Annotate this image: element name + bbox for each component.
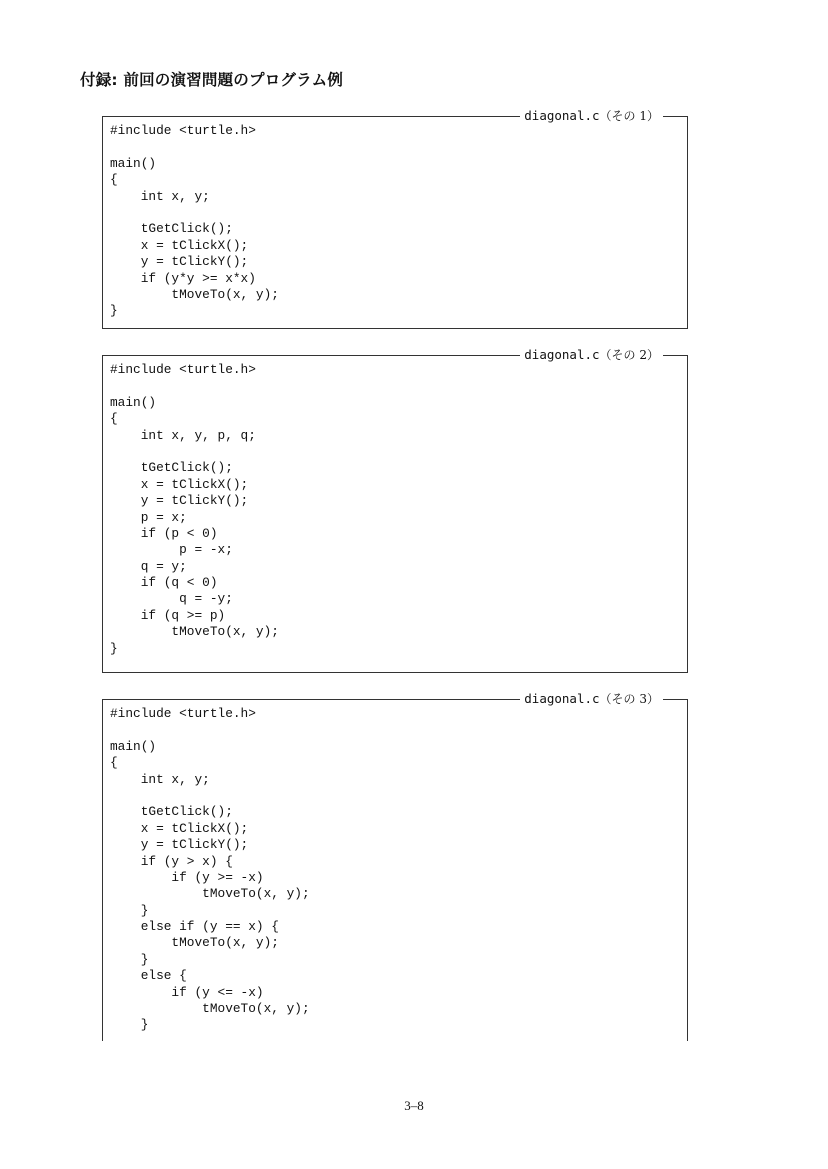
code-line: tMoveTo(x, y); (110, 624, 279, 640)
code-line: int x, y; (110, 188, 210, 204)
code-line: if (p < 0) (110, 525, 218, 541)
code-lines (110, 362, 279, 657)
code-line: int x, y, p, q; (110, 427, 256, 443)
code-line: y = tClickY(); (110, 493, 249, 509)
code-line: tGetClick(); (110, 804, 233, 820)
code-line: } (110, 951, 149, 967)
code-line: } (110, 1017, 149, 1033)
code-line: x = tClickX(); (110, 237, 249, 253)
code-line: { (110, 172, 118, 188)
code-lines (110, 123, 279, 320)
caption-filename: diagonal.c (524, 347, 600, 362)
code-line: if (y > x) { (110, 853, 233, 869)
code-listing-1 (102, 108, 688, 329)
code-line (110, 444, 279, 460)
code-line: tGetClick(); (110, 460, 233, 476)
listing-caption (520, 107, 663, 125)
page-heading: 付録: 前回の演習問題のプログラム例 (80, 71, 344, 89)
code-line: } (110, 303, 118, 319)
code-line: x = tClickX(); (110, 476, 249, 492)
code-line: tMoveTo(x, y); (110, 886, 310, 902)
caption-note: （その 1） (599, 109, 659, 123)
code-line: tMoveTo(x, y); (110, 935, 279, 951)
code-line: } (110, 640, 118, 656)
code-line (110, 722, 310, 738)
code-line: if (y <= -x) (110, 984, 264, 1000)
code-line: p = x; (110, 509, 187, 525)
code-line (110, 378, 279, 394)
code-line: if (q >= p) (110, 607, 226, 623)
code-line: if (q < 0) (110, 575, 218, 591)
code-line: y = tClickY(); (110, 254, 249, 270)
code-line: tGetClick(); (110, 221, 233, 237)
code-line: main() (110, 155, 157, 171)
code-line: x = tClickX(); (110, 820, 249, 836)
code-line: y = tClickY(); (110, 837, 249, 853)
code-line: { (110, 755, 118, 771)
code-line: #include <turtle.h> (110, 123, 256, 138)
code-line (110, 788, 310, 804)
code-line: } (110, 902, 149, 918)
code-line: main() (110, 738, 157, 754)
code-line: if (y*y >= x*x) (110, 270, 256, 286)
code-line: tMoveTo(x, y); (110, 1001, 310, 1017)
code-line: #include <turtle.h> (110, 362, 256, 377)
listing-caption (520, 690, 663, 708)
listing-caption (520, 346, 663, 364)
code-listing-3 (102, 691, 688, 1041)
code-line: { (110, 411, 118, 427)
code-line (110, 205, 279, 221)
code-line: int x, y; (110, 771, 210, 787)
caption-filename: diagonal.c (524, 108, 600, 123)
code-listing-2 (102, 347, 688, 673)
code-lines (110, 706, 310, 1034)
code-line: main() (110, 394, 157, 410)
code-line: q = -y; (110, 591, 233, 607)
caption-note: （その 2） (599, 348, 659, 362)
caption-note: （その 3） (599, 692, 659, 706)
code-line: tMoveTo(x, y); (110, 286, 279, 302)
page-number: 3–8 (404, 1098, 424, 1113)
code-line: else { (110, 968, 187, 984)
code-line: p = -x; (110, 542, 233, 558)
code-line: if (y >= -x) (110, 869, 264, 885)
code-line: else if (y == x) { (110, 919, 279, 935)
code-line: q = y; (110, 558, 187, 574)
code-line: #include <turtle.h> (110, 706, 256, 721)
code-line (110, 139, 279, 155)
caption-filename: diagonal.c (524, 691, 600, 706)
